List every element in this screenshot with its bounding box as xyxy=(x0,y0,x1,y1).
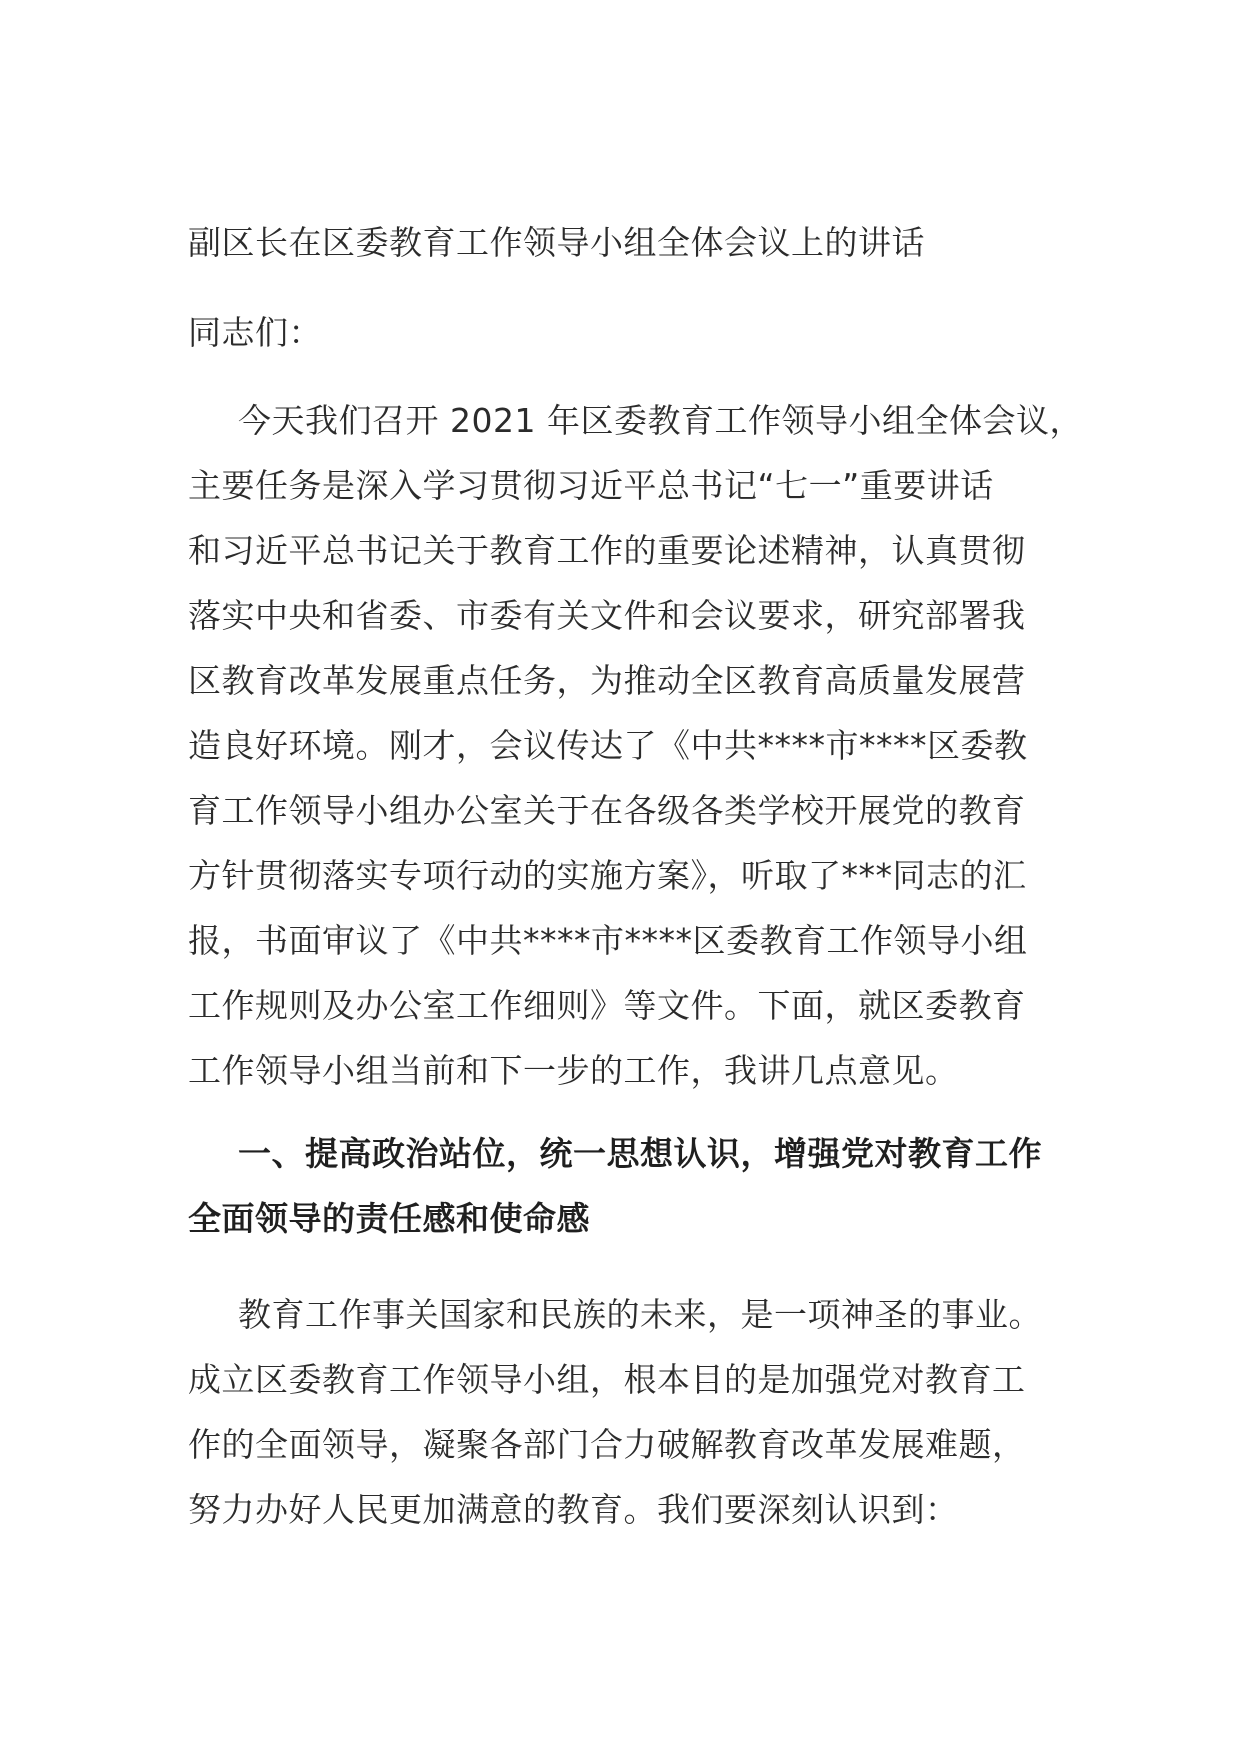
salutation-line: 同志们： xyxy=(188,313,322,352)
section-heading-1 xyxy=(188,1121,1068,1251)
title-line: 副区长在区委教育工作领导小组全体会议上的讲话 xyxy=(188,223,925,262)
paragraph-line: 教育工作事关国家和民族的未来，是一项神圣的事业。 xyxy=(238,1295,1042,1334)
paragraph-2 xyxy=(188,1282,1068,1542)
paragraph-line: 作的全面领导，凝聚各部门合力破解教育改革发展难题， xyxy=(188,1425,1026,1464)
paragraph-1 xyxy=(188,388,1083,1103)
paragraph-line: 工作规则及办公室工作细则》等文件。下面，就区委教育 xyxy=(188,986,1026,1025)
paragraph-line: 报，书面审议了《中共****市****区委教育工作领导小组 xyxy=(188,921,1028,960)
salutation xyxy=(188,300,1068,365)
document-title xyxy=(188,210,1068,275)
paragraph-line: 方针贯彻落实专项行动的实施方案》，听取了***同志的汇 xyxy=(188,856,1027,895)
paragraph-line: 努力办好人民更加满意的教育。我们要深刻认识到： xyxy=(188,1490,959,1529)
paragraph-line: 主要任务是深入学习贯彻习近平总书记“七一”重要讲话 xyxy=(188,466,994,505)
paragraph-line: 今天我们召开 2021 年区委教育工作领导小组全体会议， xyxy=(238,401,1083,440)
paragraph-line: 落实中央和省委、市委有关文件和会议要求，研究部署我 xyxy=(188,596,1026,635)
paragraph-line: 和习近平总书记关于教育工作的重要论述精神，认真贯彻 xyxy=(188,531,1026,570)
paragraph-line: 育工作领导小组办公室关于在各级各类学校开展党的教育 xyxy=(188,791,1026,830)
paragraph-line: 区教育改革发展重点任务，为推动全区教育高质量发展营 xyxy=(188,661,1026,700)
paragraph-line: 成立区委教育工作领导小组，根本目的是加强党对教育工 xyxy=(188,1360,1026,1399)
heading-line: 一、提高政治站位，统一思想认识，增强党对教育工作 xyxy=(238,1134,1042,1173)
paragraph-line: 工作领导小组当前和下一步的工作，我讲几点意见。 xyxy=(188,1051,959,1090)
heading-line: 全面领导的责任感和使命感 xyxy=(188,1199,590,1238)
paragraph-line: 造良好环境。刚才，会议传达了《中共****市****区委教 xyxy=(188,726,1028,765)
